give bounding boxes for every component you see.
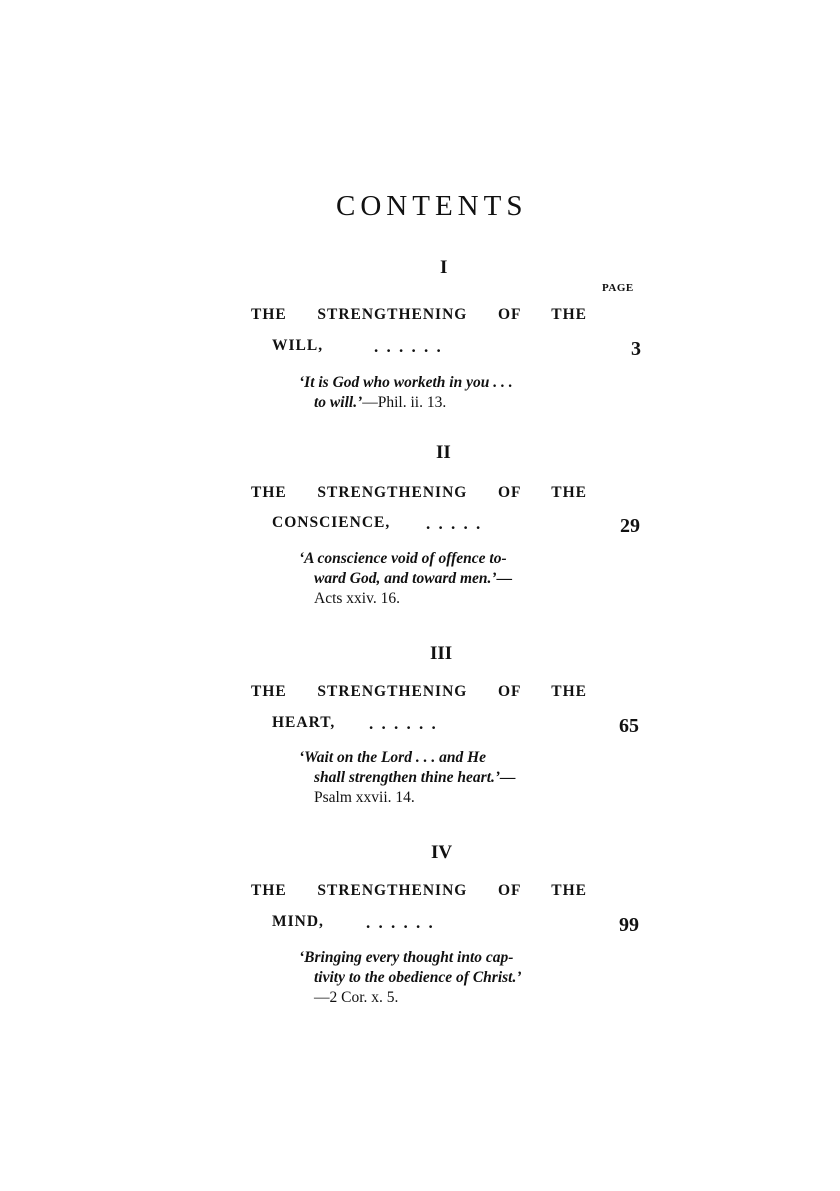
chapter-4-leaders: . . . . . . bbox=[366, 913, 435, 932]
chapter-3-leaders: . . . . . . bbox=[369, 714, 438, 733]
chapter-1-page-number: 3 bbox=[631, 338, 641, 360]
chapter-2-epigraph bbox=[299, 549, 512, 609]
chapter-2-title-line1: THE STRENGTHENING OF THE bbox=[251, 484, 587, 501]
chapter-1-title-line1: THE STRENGTHENING OF THE bbox=[251, 306, 587, 323]
chapter-3-title-line1: THE STRENGTHENING OF THE bbox=[251, 683, 587, 700]
chapter-1-quote-line1: ‘It is God who worketh in you . . . bbox=[299, 374, 513, 391]
chapter-4-page-number: 99 bbox=[619, 914, 639, 936]
chapter-1-leaders: . . . . . . bbox=[374, 337, 443, 356]
chapter-4-quote-line2: tivity to the obedience of Christ.’ bbox=[314, 969, 522, 986]
chapter-3-epigraph bbox=[299, 748, 516, 808]
chapter-2-numeral: II bbox=[436, 442, 451, 463]
chapter-3-quote-line1: ‘Wait on the Lord . . . and He bbox=[299, 749, 487, 766]
chapter-2-quote-reference: Acts xxiv. 16. bbox=[314, 590, 400, 607]
chapter-1-quote-line2: to will.’ bbox=[314, 394, 363, 411]
chapter-4-title-line2: MIND, bbox=[272, 913, 324, 930]
chapter-3-quote-reference: Psalm xxvii. 14. bbox=[314, 789, 415, 806]
chapter-2-quote-line1: ‘A conscience void of offence to- bbox=[299, 550, 507, 567]
chapter-4-quote-reference: —2 Cor. x. 5. bbox=[314, 989, 399, 1006]
chapter-3-title-line2: HEART, bbox=[272, 714, 336, 731]
chapter-4-numeral: IV bbox=[431, 842, 453, 863]
chapter-2-page-number: 29 bbox=[620, 515, 640, 537]
chapter-1-epigraph bbox=[299, 373, 513, 413]
page-title: CONTENTS bbox=[336, 190, 528, 222]
chapter-2-leaders: . . . . . bbox=[426, 514, 483, 533]
page-column-label: PAGE bbox=[602, 282, 634, 294]
chapter-4-title-line1: THE STRENGTHENING OF THE bbox=[251, 882, 587, 899]
chapter-2-title-line2: CONSCIENCE, bbox=[272, 514, 391, 531]
chapter-1-quote-reference: —Phil. ii. 13. bbox=[362, 394, 447, 411]
chapter-2-quote-line2: ward God, and toward men.’— bbox=[314, 570, 513, 587]
chapter-1-numeral: I bbox=[440, 257, 448, 278]
chapter-1-title-line2: WILL, bbox=[272, 337, 324, 354]
chapter-3-numeral: III bbox=[430, 643, 453, 664]
chapter-4-quote-line1: ‘Bringing every thought into cap- bbox=[299, 949, 514, 966]
chapter-4-epigraph bbox=[299, 948, 522, 1008]
chapter-3-page-number: 65 bbox=[619, 715, 639, 737]
chapter-3-quote-line2: shall strengthen thine heart.’— bbox=[314, 769, 516, 786]
